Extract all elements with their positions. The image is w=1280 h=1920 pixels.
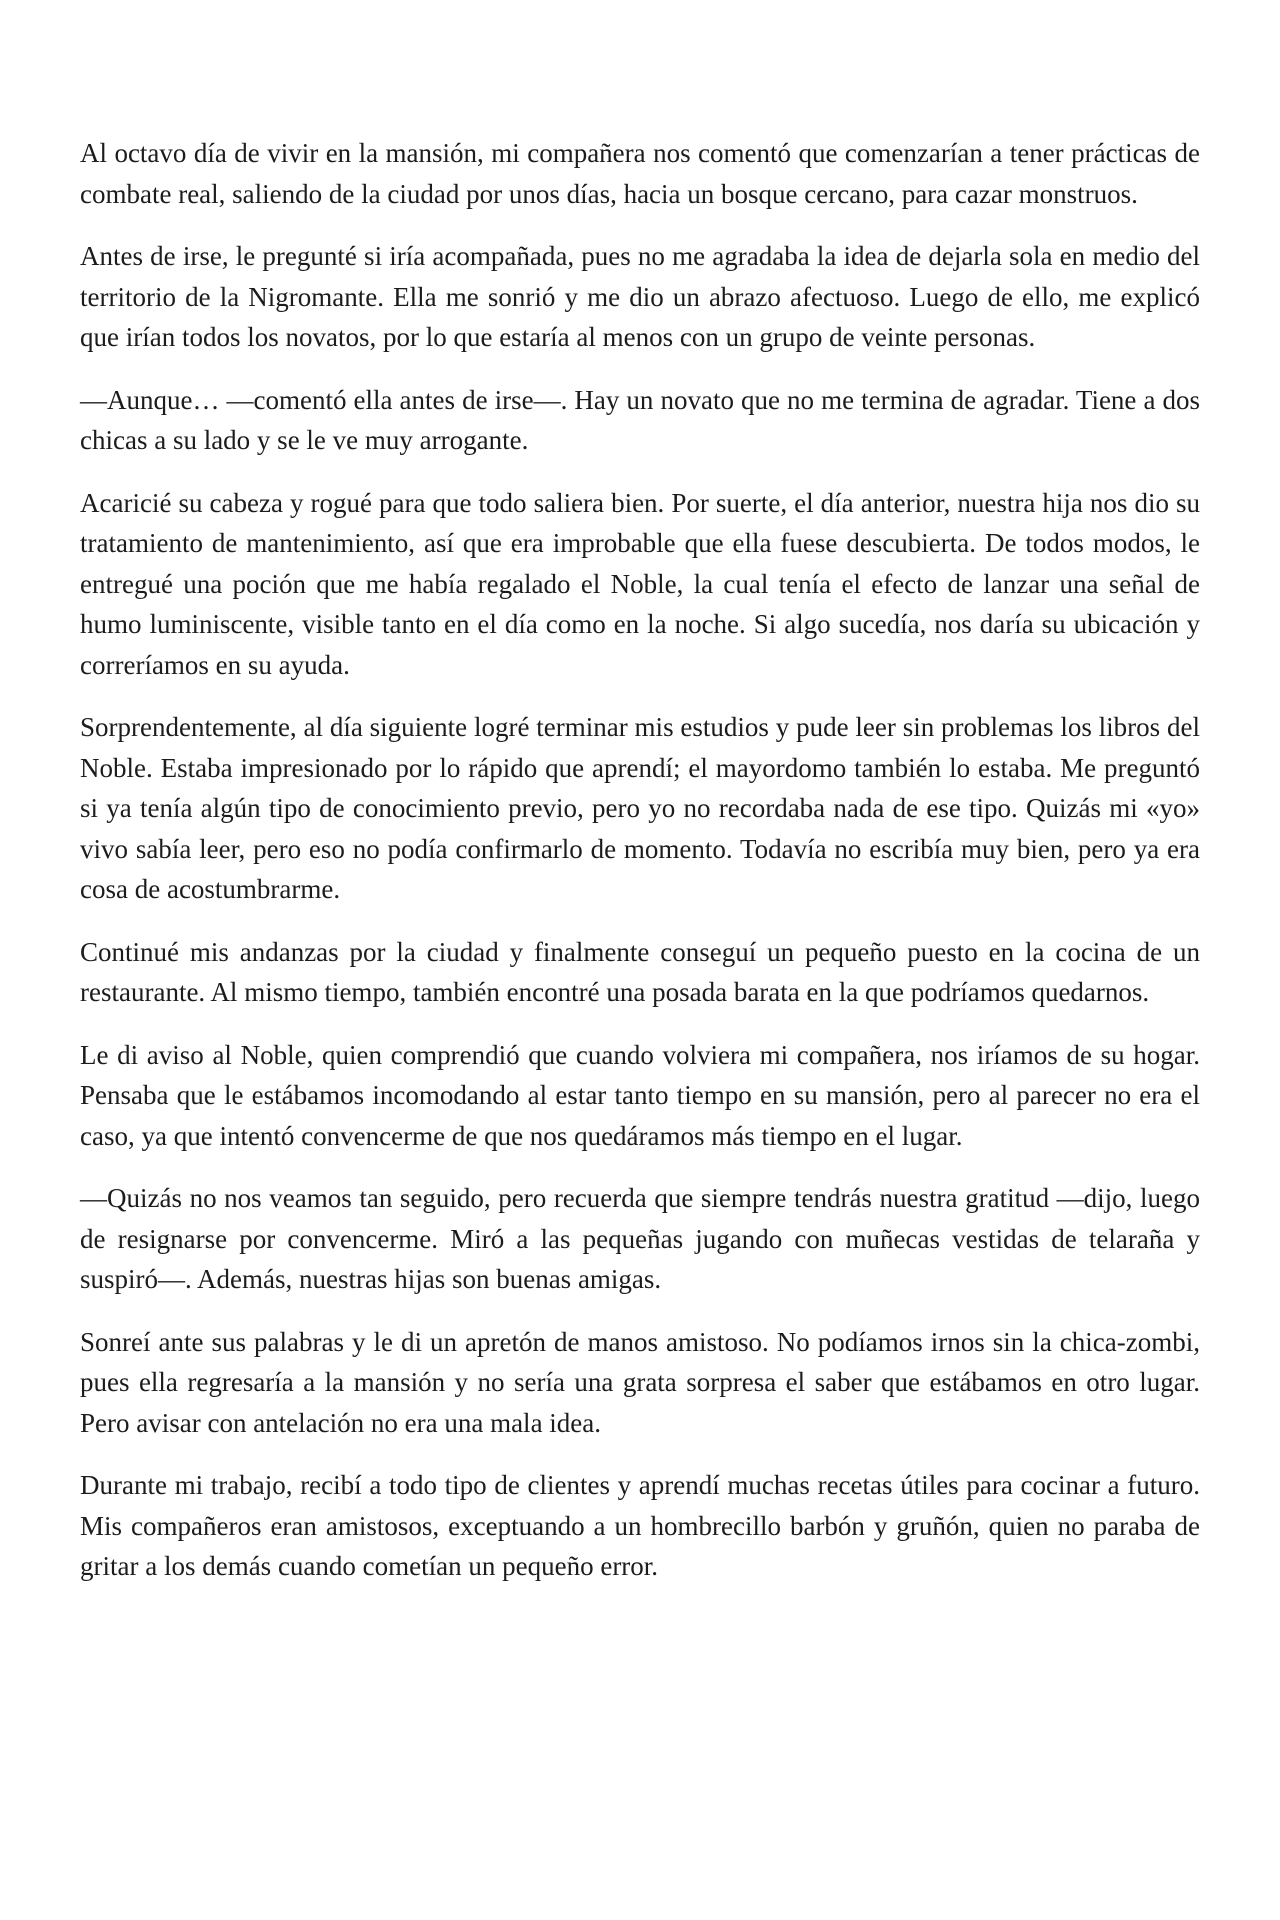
paragraph: Sonreí ante sus palabras y le di un apretón de manos amistoso. No podíamos irnos sin la chica-zombi, pues ella regresaría a la mansión y no sería una grata sorpresa el saber que estábamos en otro lugar. Pero avisar con antelación no era una mala idea.	[80, 1326, 1200, 1438]
document-body	[80, 133, 1200, 1587]
paragraph: —Quizás no nos veamos tan seguido, pero recuerda que siempre tendrás nuestra gratitud —dijo, luego de resignarse por convencerme. Miró a las pequeñas jugando con muñecas vestidas de telaraña y suspiró—. Además, nuestras hijas son buenas amigas.	[80, 1183, 1200, 1294]
paragraph: Continué mis andanzas por la ciudad y finalmente conseguí un pequeño puesto en la cocina de un restaurante. Al mismo tiempo, también encontré una posada barata en la que podríamos quedarnos.	[80, 936, 1200, 1007]
paragraph: Sorprendentemente, al día siguiente logré terminar mis estudios y pude leer sin problemas los libros del Noble. Estaba impresionado por lo rápido que aprendí; el mayordomo también lo estaba. Me preguntó si ya tenía algún tipo de conocimiento previo, pero yo no recordaba nada de ese tipo. Quizás mi «yo» vivo sabía leer, pero eso no podía confirmarlo de momento. Todavía no escribía muy bien, pero ya era cosa de acostumbrarme.	[80, 712, 1200, 904]
paragraph: Antes de irse, le pregunté si iría acompañada, pues no me agradaba la idea de dejarla sola en medio del territorio de la Nigromante. Ella me sonrió y me dio un abrazo afectuoso. Luego de ello, me explicó que irían todos los novatos, por lo que estaría al menos con un grupo de veinte personas.	[80, 241, 1200, 352]
paragraph: —Aunque… —comentó ella antes de irse—. Hay un novato que no me termina de agradar. Tiene a dos chicas a su lado y se le ve muy arrogante.	[80, 384, 1200, 455]
paragraph: Le di aviso al Noble, quien comprendió que cuando volviera mi compañera, nos iríamos de su hogar. Pensaba que le estábamos incomodando al estar tanto tiempo en su mansión, pero al parecer no era el caso, ya que intentó convencerme de que nos quedáramos más tiempo en el lugar.	[80, 1039, 1200, 1151]
paragraph: Al octavo día de vivir en la mansión, mi compañera nos comentó que comenzarían a tener prácticas de combate real, saliendo de la ciudad por unos días, hacia un bosque cercano, para cazar monstruos.	[80, 138, 1200, 209]
paragraph: Durante mi trabajo, recibí a todo tipo de clientes y aprendí muchas recetas útiles para cocinar a futuro. Mis compañeros eran amistosos, exceptuando a un hombrecillo barbón y gruñón, quien no paraba de gritar a los demás cuando cometían un pequeño error.	[80, 1470, 1200, 1581]
paragraph: Acaricié su cabeza y rogué para que todo saliera bien. Por suerte, el día anterior, nuestra hija nos dio su tratamiento de mantenimiento, así que era improbable que ella fuese descubierta. De todos modos, le entregué una poción que me había regalado el Noble, la cual tenía el efecto de lanzar una señal de humo luminiscente, visible tanto en el día como en la noche. Si algo sucedía, nos daría su ubicación y correríamos en su ayuda.	[80, 487, 1200, 680]
